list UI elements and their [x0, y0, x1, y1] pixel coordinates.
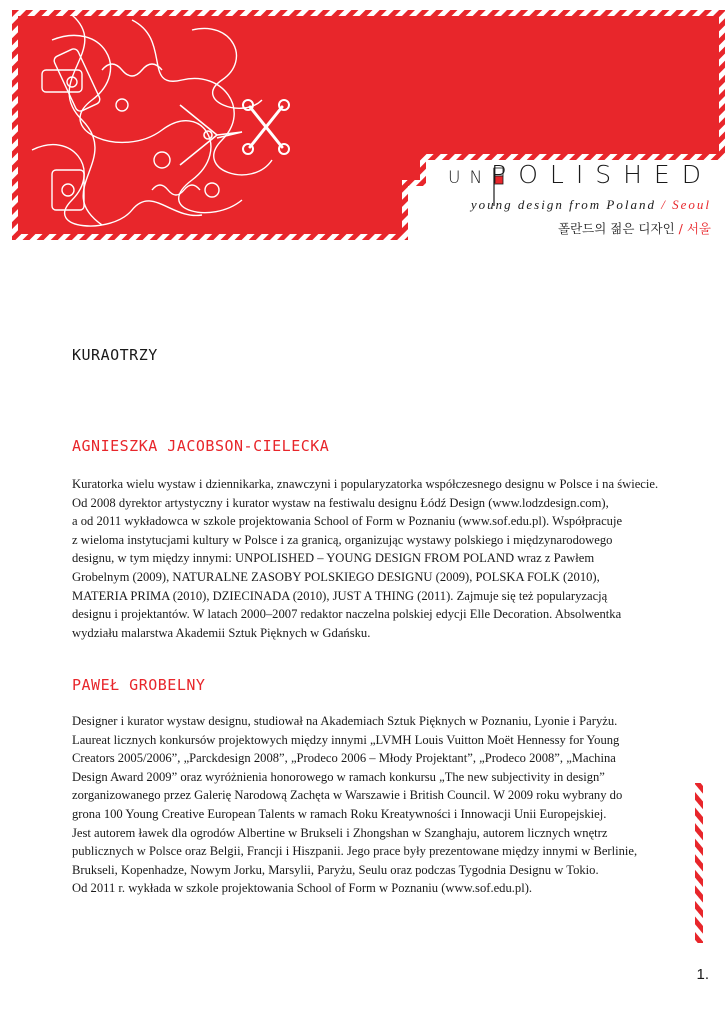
- page-number: 1.: [696, 966, 709, 983]
- bio-line: Designer i kurator wystaw designu, studiował na Akademiach Sztuk Pięknych w Poznaniu, Lyonie i Paryżu.: [72, 714, 618, 728]
- person-bio: [72, 712, 652, 898]
- bio-line: Creators 2005/2006”, „Parckdesign 2008”, „Prodeco 2006 – Młody Projektant”, „Prodeco 2008”, „Machina: [72, 751, 616, 766]
- tagline-main: young design from Poland: [470, 197, 656, 212]
- tagline-city: Seoul: [672, 197, 711, 212]
- bio-line: grona 100 Young Creative European Talents w ramach Roku Kreatywności i Innowacji Unii Europejskiej.: [72, 806, 607, 821]
- bio-line: designu, w tym między innymi: UNPOLISHED – YOUNG DESIGN FROM POLAND wraz z Pawłem: [72, 551, 595, 566]
- bio-line: a od 2011 wykładowca w szkole projektowania School of Form w Poznaniu (www.sof.edu.pl). Współpracuje: [72, 514, 623, 529]
- tagline-ko-main: 폴란드의 젊은 디자인: [558, 221, 675, 236]
- logo-main: POLISHED: [491, 160, 713, 189]
- bio-line: publicznych w Polsce oraz Belgii, Francji i Hiszpanii. Jego prace były prezentowane między innymi w Berlinie,: [72, 844, 638, 859]
- bio-line: designu i projektantów. W latach 2000–2007 redaktor naczelna polskiej edycji Elle Decoration. Absolwentka: [72, 607, 622, 622]
- tagline-korean: [558, 219, 711, 237]
- tagline: [471, 197, 711, 213]
- person-name: PAWEŁ GROBELNY: [72, 676, 206, 694]
- bio-line: zorganizowanego przez Galerię Narodową Zachęta w Warszawie i British Council. W 2009 roku wybrany do: [72, 788, 623, 803]
- logo-prefix: UN: [448, 168, 492, 188]
- bio-line: Jest autorem ławek dla ogrodów Albertine w Brukseli i Zhongshan w Szanghaju, autorem licznych wnętrz: [72, 825, 608, 840]
- bio-line: Grobelnym (2009), NATURALNE ZASOBY POLSKIEGO DESIGNU (2009), POLSKA FOLK (2010),: [72, 569, 600, 584]
- bio-line: MATERIA PRIMA (2010), DZIECINADA (2010), JUST A THING (2011). Zajmuje się też popularyzacją: [72, 588, 608, 603]
- tagline-ko-city: 서울: [686, 221, 711, 236]
- bio-line: Laureat licznych konkursów projektowych między innymi „LVMH Louis Vuitton Moët Hennessy for Young: [72, 732, 620, 747]
- bio-line: Kuratorka wielu wystaw i dziennikarka, znawczyni i popularyzatorka współczesnego designu w Polsce i na świecie.: [72, 477, 659, 491]
- bio-line: Od 2011 r. wykłada w szkole projektowania School of Form w Poznaniu (www.sof.edu.pl).: [72, 881, 533, 896]
- bio-line: wydziału malarstwa Akademii Sztuk Pięknych w Gdańsku.: [72, 625, 371, 640]
- section-title: KURAOTRZY: [72, 346, 158, 364]
- side-stripe-decoration: [694, 783, 704, 943]
- person-bio: [72, 475, 659, 642]
- bio-line: z wieloma instytucjami kultury w Polsce i za granicą, organizując wystawy polskiego i międzynarodowego: [72, 532, 613, 547]
- tagline-separator: /: [661, 197, 667, 212]
- bio-line: Od 2008 dyrektor artystyczny i kurator wystaw na festiwalu designu Łódź Design (www.lodzdesign.com),: [72, 495, 609, 510]
- tagline-ko-separator: /: [678, 221, 683, 236]
- unpolished-logo: [448, 160, 713, 190]
- bio-line: Brukseli, Kopenhadze, Nowym Jorku, Marsylii, Paryżu, Seulu oraz podczas Tygodnia Designu w Tokio.: [72, 862, 599, 877]
- person-name: AGNIESZKA JACOBSON-CIELECKA: [72, 437, 330, 455]
- bio-line: Design Award 2009” oraz wyróżnienia honorowego w ramach konkursu „The new subjectivity in design”: [72, 769, 605, 784]
